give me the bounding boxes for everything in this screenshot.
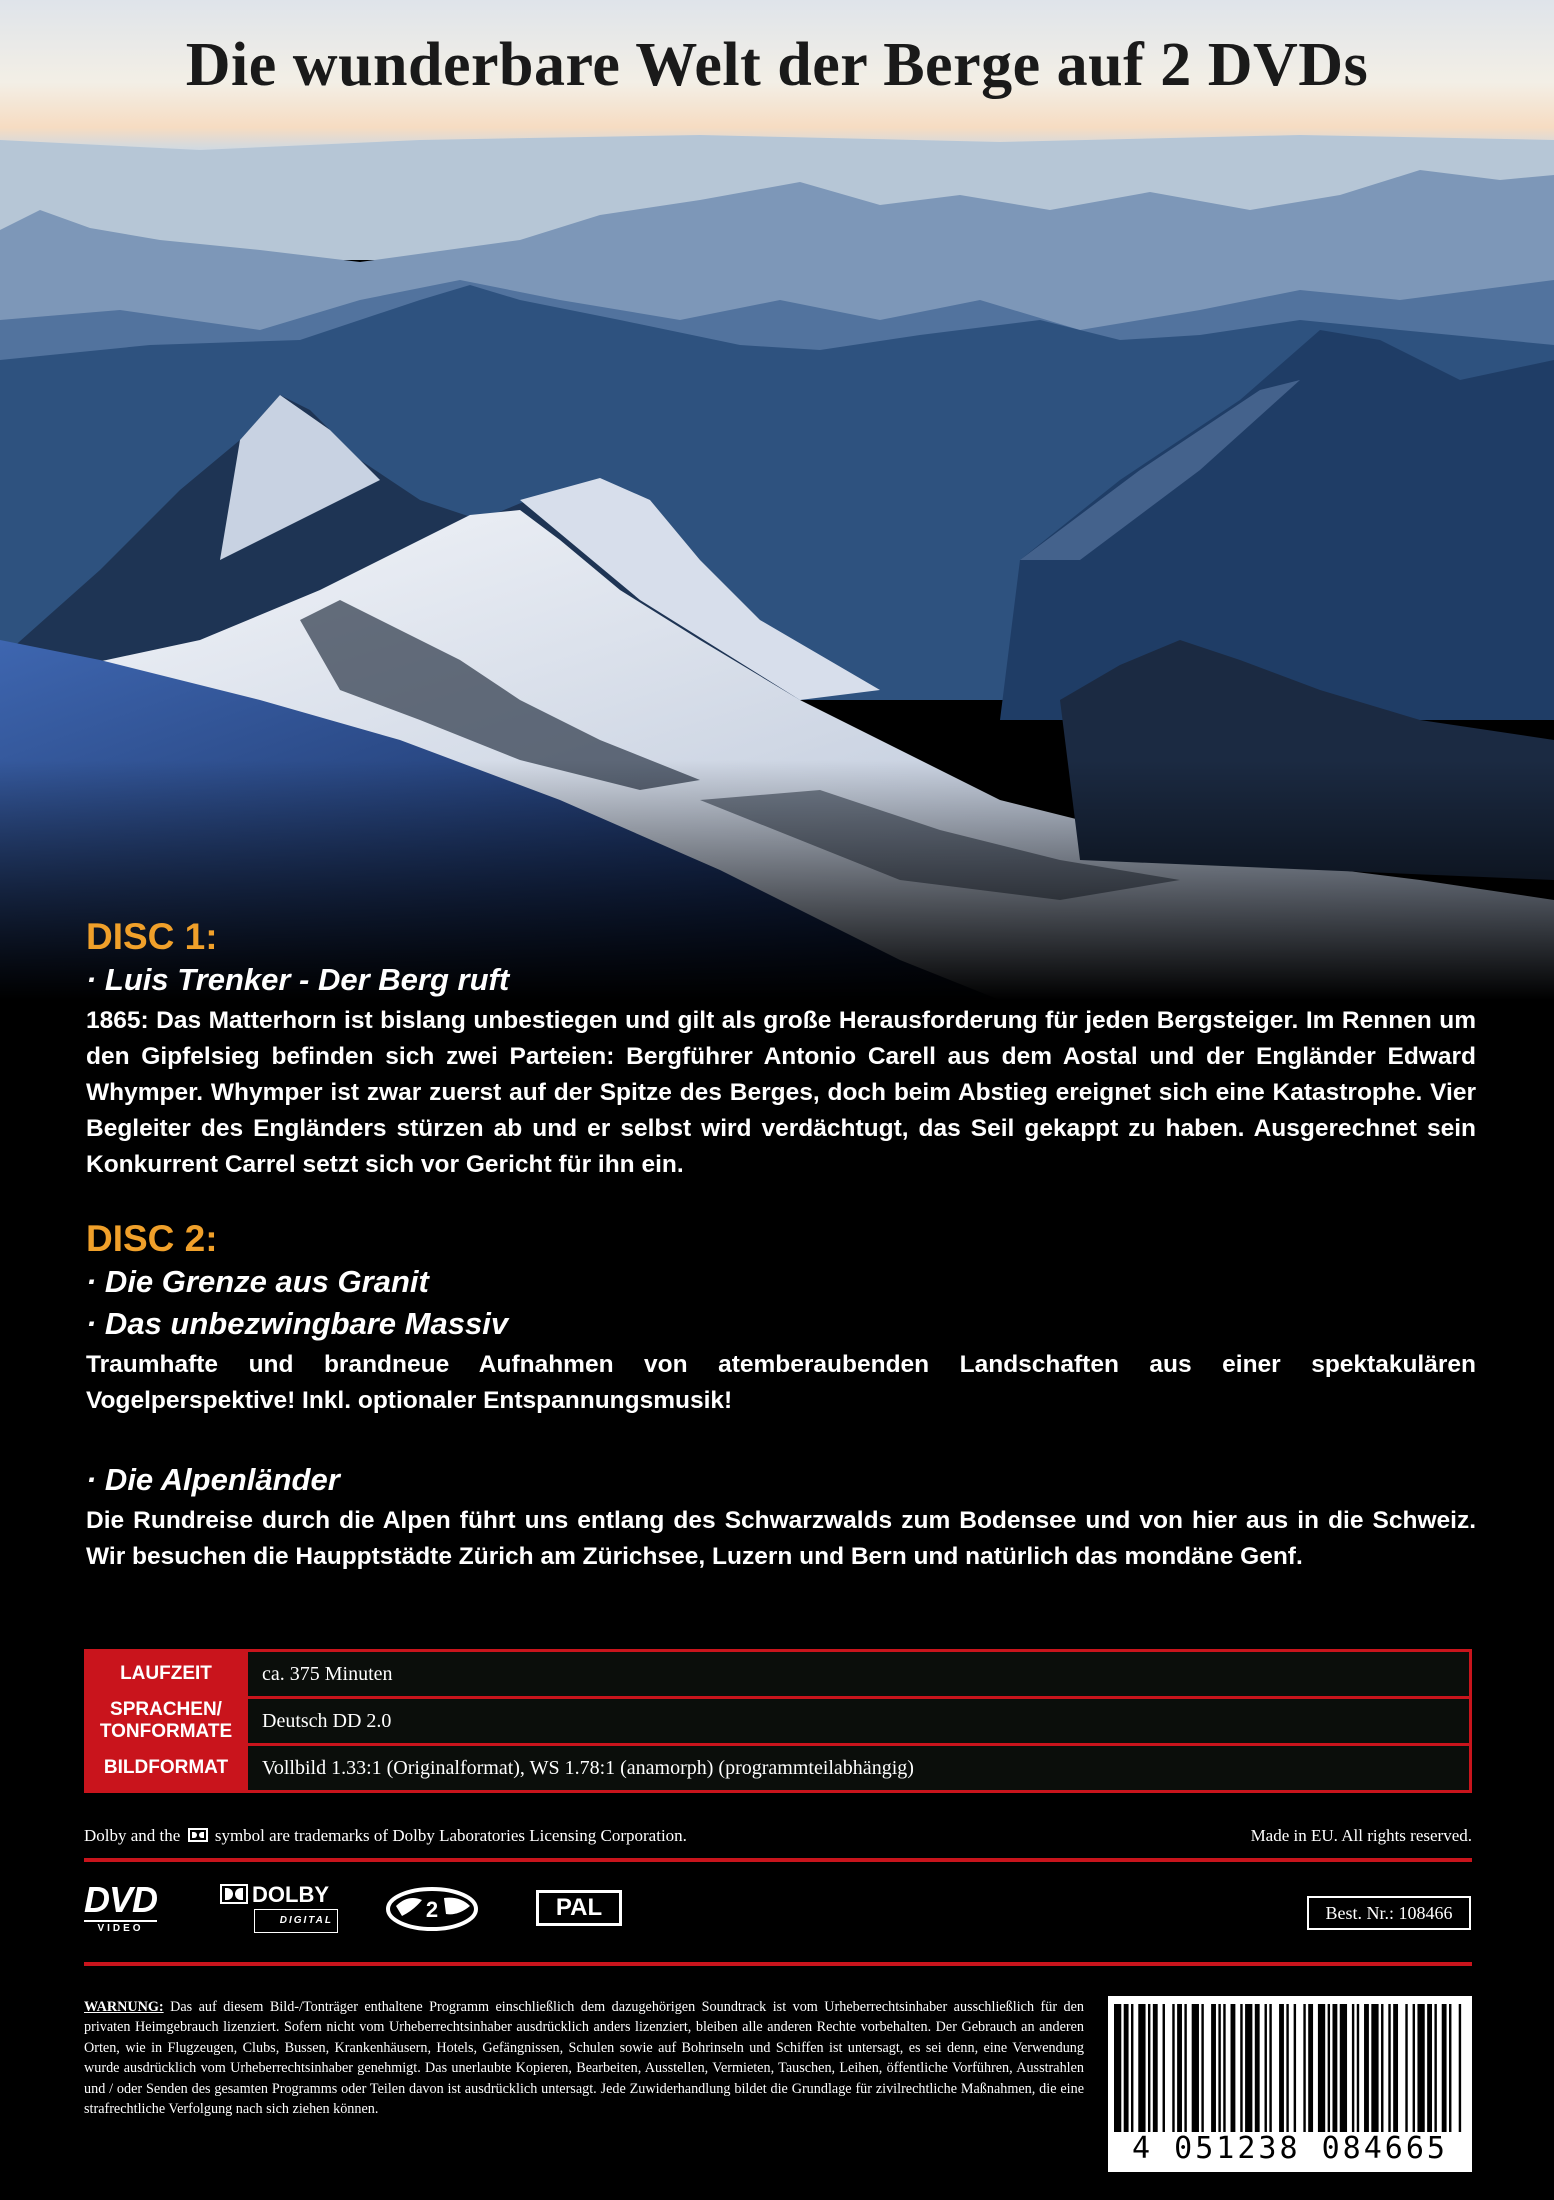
disc2-film2-title: · Das unbezwingbare Massiv [86, 1306, 509, 1341]
barcode-bar [1371, 2004, 1378, 2132]
barcode-bar [1393, 2004, 1398, 2132]
barcode-bar [1114, 2004, 1121, 2132]
barcode-bar [1223, 2004, 1225, 2132]
barcode-bar [1231, 2004, 1236, 2132]
barcode-bar [1163, 2004, 1165, 2132]
barcode-bars [1114, 2004, 1466, 2132]
picture-format-label: BILDFORMAT [86, 1745, 247, 1792]
made-in-notice: Made in EU. All rights reserved. [1250, 1826, 1472, 1845]
barcode-bar [1184, 2004, 1186, 2132]
disc2-film2-description: Traumhafte und brandneue Aufnahmen von atemberaubenden Landschaften aus einer spektakulären Vogelperspektive! Inkl. optionaler Entspannungsmusik! [86, 1351, 1476, 1414]
disc1-film1-title: · Luis Trenker - Der Berg ruft [86, 962, 510, 997]
disc2-heading: DISC 2: [86, 1218, 218, 1259]
barcode-bar [1240, 2004, 1242, 2132]
pal-logo: PAL [536, 1890, 622, 1926]
barcode-bar [1201, 2004, 1203, 2132]
table-row [86, 1698, 1471, 1745]
barcode-bar [1172, 2004, 1174, 2132]
barcode-bar [1405, 2004, 1407, 2132]
dvd-logo-text: DVD [84, 1879, 158, 1920]
mountain-photo [0, 0, 1554, 1000]
divider [84, 1858, 1472, 1862]
disc-descriptions [86, 915, 1476, 1575]
disc2-film3-description: Die Rundreise durch die Alpen führt uns entlang des Schwarzwalds zum Bodensee und von hier aus in die Schweiz. Wir besuchen die Haupptstädte Zürich am Zürichsee, Luzern und Bern und natürlich das mondäne Genf. [86, 1507, 1476, 1570]
barcode-bar [1459, 2004, 1461, 2132]
dolby-trademark-notice [84, 1826, 687, 1846]
spacer [86, 1183, 1476, 1217]
barcode-bar [1340, 2004, 1347, 2132]
picture-format-value: Vollbild 1.33:1 (Originalformat), WS 1.78:1 (anamorph) (programmteilabhängig) [247, 1745, 1471, 1792]
region-number: 2 [425, 1897, 439, 1922]
barcode-bar [1279, 2004, 1284, 2132]
runtime-label: LAUFZEIT [86, 1651, 247, 1698]
barcode-bar [1357, 2004, 1359, 2132]
barcode-bar [1381, 2004, 1383, 2132]
copyright-warning [84, 1997, 1084, 2119]
barcode-bar [1153, 2004, 1158, 2132]
barcode-bar [1245, 2004, 1252, 2132]
spacer [86, 1419, 1476, 1459]
barcode-digits: 4 051238 084665 [1132, 2131, 1448, 2166]
dolby-notice-end: symbol are trademarks of Dolby Laboratories Licensing Corporation. [214, 1826, 687, 1845]
divider [84, 1962, 1472, 1966]
barcode-bar [1124, 2004, 1129, 2132]
barcode-bar [1388, 2004, 1390, 2132]
warning-label: WARNUNG: [84, 1999, 164, 2015]
barcode-bar [1131, 2004, 1133, 2132]
barcode-bar [1434, 2004, 1436, 2132]
barcode-bar [1328, 2004, 1330, 2132]
barcode-bar [1269, 2004, 1271, 2132]
barcode-bar [1192, 2004, 1199, 2132]
dolby-notice-start: Dolby and the [84, 1826, 181, 1845]
region-2-globe-logo [384, 1886, 480, 1932]
barcode-bar [1265, 2004, 1267, 2132]
format-logos [84, 1879, 1472, 1942]
dolby-double-d-icon [220, 1884, 248, 1904]
disc1-heading: DISC 1: [86, 916, 218, 957]
page-title: Die wunderbare Welt der Berge auf 2 DVDs [185, 31, 1369, 99]
languages-label-line2: TONFORMATE [99, 1721, 233, 1742]
barcode-bar [1148, 2004, 1150, 2132]
dolby-digital-logo [220, 1884, 338, 1933]
dvd-logo-subtext: VIDEO [84, 1920, 157, 1935]
runtime-value: ca. 375 Minuten [247, 1651, 1471, 1698]
languages-label [86, 1698, 247, 1745]
barcode-bar [1442, 2004, 1447, 2132]
barcode-bar [1413, 2004, 1415, 2132]
barcode-bar [1364, 2004, 1369, 2132]
barcode-bar [1218, 2004, 1220, 2132]
barcode-bar [1417, 2004, 1424, 2132]
disc1-film1-description: 1865: Das Matterhorn ist bislang unbestiegen und gilt als große Herausforderung für jeden Bergsteiger. Im Rennen um den Gipfelsieg befinden sich zwei Parteien: Bergführer Antonio Carell aus dem Aostal und der Engländer Edward Whymper. Whymper ist zwar zuerst auf der Spitze des Berges, doch beim Abstieg ereignet sich eine Katastrophe. Vier Begleiter des Engländers stürzen ab und er selbst wird verdächtugt, das Seil gekappt zu haben. Ausgerechnet sein Konkurrent Carrel setzt sich vor Gericht für ihn ein. [86, 1007, 1476, 1178]
barcode-bar [1449, 2004, 1451, 2132]
barcode-bar [1294, 2004, 1296, 2132]
barcode-bar [1286, 2004, 1288, 2132]
dolby-logo-subtext: DIGITAL [254, 1909, 338, 1933]
technical-specs-table [84, 1649, 1472, 1793]
dvd-video-logo [84, 1879, 158, 1935]
barcode-bar [1332, 2004, 1337, 2132]
barcode-bar [1177, 2004, 1182, 2132]
barcode-bar [1303, 2004, 1305, 2132]
barcode-bar [1318, 2004, 1325, 2132]
dolby-double-d-icon [188, 1828, 208, 1842]
table-row [86, 1745, 1471, 1792]
catalog-number: Best. Nr.: 108466 [1307, 1896, 1471, 1930]
warning-text: Das auf diesem Bild-/Tonträger enthaltene Programm einschließlich dem dazugehörigen Soundtrack ist vom Urheberrechtsinhaber ausschließlich für den privaten Heimgebrauch lizenziert. Sofern nicht vom Urheberrechtsinhaber ausdrücklich anders lizenziert, bleiben alle anderen Rechte vorbehalten. Der Gebrauch an anderen Orten, wie in Flugzeugen, Clubs, Bussen, Krankenhäusern, Hotels, Gefängnissen, Schulen sowie auf Bohrinseln und Schiffen ist untersagt, es sei denn, eine Verwendung wurde ausdrücklich vom Urheberrechtsinhaber genehmigt. Das unerlaubte Kopieren, Bearbeiten, Ausstellen, Vermieten, Tauschen, Leihen, öffentliche Vorführen, Ausstrahlen und / oder Senden des gesamten Programms oder Teilen davon ist ausdrücklich untersagt. Jede Zuwiderhandlung bildet die Grundlage für zivilrechtliche Maßnahmen, die eine strafrechtliche Verfolgung nach sich ziehen können. [84, 1999, 1085, 2118]
barcode-bar [1352, 2004, 1354, 2132]
dolby-logo-text: DOLBY [252, 1882, 329, 1907]
barcode-bar [1255, 2004, 1260, 2132]
barcode-bar [1427, 2004, 1432, 2132]
barcode-bar [1211, 2004, 1216, 2132]
languages-value: Deutsch DD 2.0 [247, 1698, 1471, 1745]
disc2-film3-title: · Die Alpenländer [86, 1462, 340, 1497]
barcode-bar [1308, 2004, 1313, 2132]
disc2-film1-title: · Die Grenze aus Granit [86, 1264, 429, 1299]
barcode-bar [1138, 2004, 1145, 2132]
ean-barcode [1108, 1996, 1472, 2172]
languages-label-line1: SPRACHEN/ [110, 1699, 222, 1720]
table-row [86, 1651, 1471, 1698]
